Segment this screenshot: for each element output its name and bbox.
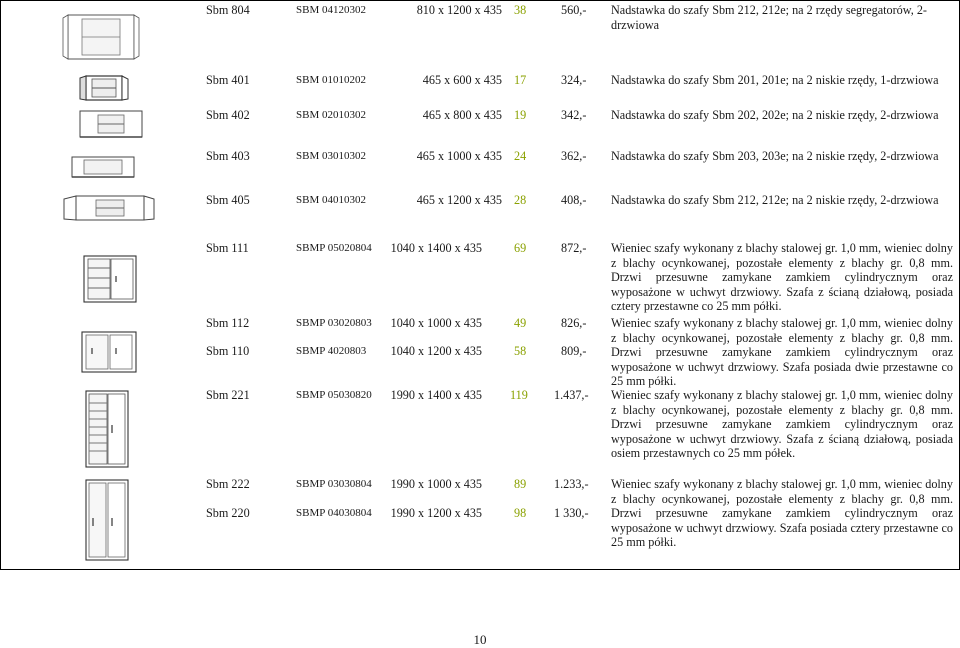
quantity: 28: [514, 193, 527, 207]
product-name: Sbm 402: [206, 108, 250, 122]
product-code: SBM 04120302: [296, 4, 366, 16]
price: 1.233,-: [554, 477, 589, 491]
quantity: 19: [514, 108, 527, 122]
dimensions: 1040 x 1200 x 435: [390, 344, 482, 358]
product-code: SBM 04010302: [296, 194, 366, 206]
dimensions: 465 x 1000 x 435: [416, 149, 502, 163]
table-row: [0, 180, 960, 236]
description: Wieniec szafy wykonany z blachy stalowej gr. 1,0 mm, wieniec dolny z blachy ocynkowanej, pozostałe elementy z blachy gr. 0,8 mm. Drzwi przesuwne zamykane zamkiem cylindrycznym oraz wyposażone w uchwyt drzwiowy. Szafa posiada cztery przestawne co 25 mm półki.: [611, 477, 953, 550]
cabinet-widest-open-icon: [62, 190, 156, 224]
table-row: [0, 70, 960, 104]
table-row: [0, 104, 960, 140]
table-row: [0, 472, 960, 569]
dimensions: 810 x 1200 x 435: [416, 3, 502, 17]
product-code: SBM 01010202: [296, 74, 366, 86]
product-name: Sbm 403: [206, 149, 250, 163]
table-row: [0, 387, 960, 472]
price: 560,-: [561, 3, 587, 17]
description: Wieniec szafy wykonany z blachy stalowej gr. 1,0 mm, wieniec dolny z blachy ocynkowanej, pozostałe elementy z blachy gr. 0,8 mm. Drzwi przesuwne zamykane zamkiem cylindrycznym oraz wyposażone w uchwyt drzwiowy. Szafa posiada dwie przestawne co 25 mm półki.: [611, 316, 953, 389]
quantity: 69: [514, 241, 527, 255]
product-name: Sbm 405: [206, 193, 250, 207]
quantity: 49: [514, 316, 527, 330]
product-code: SBM 02010302: [296, 109, 366, 121]
description: Wieniec szafy wykonany z blachy stalowej gr. 1,0 mm, wieniec dolny z blachy ocynkowanej, pozostałe elementy z blachy gr. 0,8 mm. Drzwi przesuwne zamykane zamkiem cylindrycznym oraz wyposażone w uchwyt drzwiowy. Szafa z ścianą działową, posiada osiem przestawnych co 25 mm półek.: [611, 388, 953, 461]
quantity: 98: [514, 506, 527, 520]
price: 1 330,-: [554, 506, 589, 520]
product-name: Sbm 222: [206, 477, 250, 491]
quantity: 89: [514, 477, 527, 491]
quantity: 58: [514, 344, 527, 358]
description: Nadstawka do szafy Sbm 212, 212e; na 2 niskie rzędy, 2-drzwiowa: [611, 193, 939, 207]
price: 324,-: [561, 73, 587, 87]
table-row: [0, 140, 960, 180]
table-row: [0, 312, 960, 387]
tall-sliding-cabinet-icon: [84, 478, 130, 562]
price: 872,-: [561, 241, 587, 255]
product-name: Sbm 112: [206, 316, 250, 330]
tall-sliding-cabinet-divider-icon: [84, 389, 130, 469]
quantity: 38: [514, 3, 527, 17]
product-code: SBMP 03020803: [296, 317, 372, 329]
cabinet-wide-two-door-icon: [70, 154, 136, 180]
dimensions: 1990 x 1000 x 435: [390, 477, 482, 491]
product-name: Sbm 221: [206, 388, 250, 402]
product-code: SBMP 05020804: [296, 242, 372, 254]
price: 408,-: [561, 193, 587, 207]
price: 342,-: [561, 108, 587, 122]
price: 826,-: [561, 316, 587, 330]
dimensions: 1040 x 1400 x 435: [390, 241, 482, 255]
sliding-cabinet-low-icon: [80, 330, 138, 374]
product-code: SBMP 05030820: [296, 389, 372, 401]
product-code: SBMP 03030804: [296, 478, 372, 490]
product-code: SBM 03010302: [296, 150, 366, 162]
table-row: [0, 236, 960, 312]
dimensions: 1040 x 1000 x 435: [390, 316, 482, 330]
dimensions: 1990 x 1200 x 435: [390, 506, 482, 520]
description: Nadstawka do szafy Sbm 212, 212e; na 2 rzędy segregatorów, 2-drzwiowa: [611, 3, 927, 32]
description: Nadstawka do szafy Sbm 203, 203e; na 2 niskie rzędy, 2-drzwiowa: [611, 149, 939, 163]
product-name: Sbm 220: [206, 506, 250, 520]
dimensions: 1990 x 1400 x 435: [390, 388, 482, 402]
dimensions: 465 x 600 x 435: [422, 73, 502, 87]
table-row: [0, 0, 960, 70]
price: 1.437,-: [554, 388, 589, 402]
dimensions: 465 x 800 x 435: [422, 108, 502, 122]
product-name: Sbm 804: [206, 3, 250, 17]
page-number: 10: [473, 632, 487, 647]
price: 362,-: [561, 149, 587, 163]
cabinet-open-two-door-icon: [62, 12, 140, 62]
cabinet-low-two-door-icon: [76, 108, 146, 140]
sliding-cabinet-divider-icon: [82, 254, 138, 304]
cabinet-open-one-door-icon: [78, 74, 130, 102]
quantity: 119: [510, 388, 528, 402]
quantity: 17: [514, 73, 527, 87]
description: Nadstawka do szafy Sbm 201, 201e; na 2 niskie rzędy, 1-drzwiowa: [611, 73, 939, 87]
price: 809,-: [561, 344, 587, 358]
product-name: Sbm 110: [206, 344, 250, 358]
product-code: SBMP 04030804: [296, 507, 372, 519]
description: Wieniec szafy wykonany z blachy stalowej gr. 1,0 mm, wieniec dolny z blachy ocynkowanej, pozostałe elementy z blachy gr. 0,8 mm. Drzwi przesuwne zamykane zamkiem cylindrycznym oraz wyposażone w uchwyt drzwiowy. Szafa z ścianą działową, posiada cztery przestawne co 25 mm półki.: [611, 241, 953, 314]
quantity: 24: [514, 149, 527, 163]
product-name: Sbm 401: [206, 73, 250, 87]
product-name: Sbm 111: [206, 241, 249, 255]
product-code: SBMP 4020803: [296, 345, 367, 357]
description: Nadstawka do szafy Sbm 202, 202e; na 2 niskie rzędy, 2-drzwiowa: [611, 108, 939, 122]
dimensions: 465 x 1200 x 435: [416, 193, 502, 207]
